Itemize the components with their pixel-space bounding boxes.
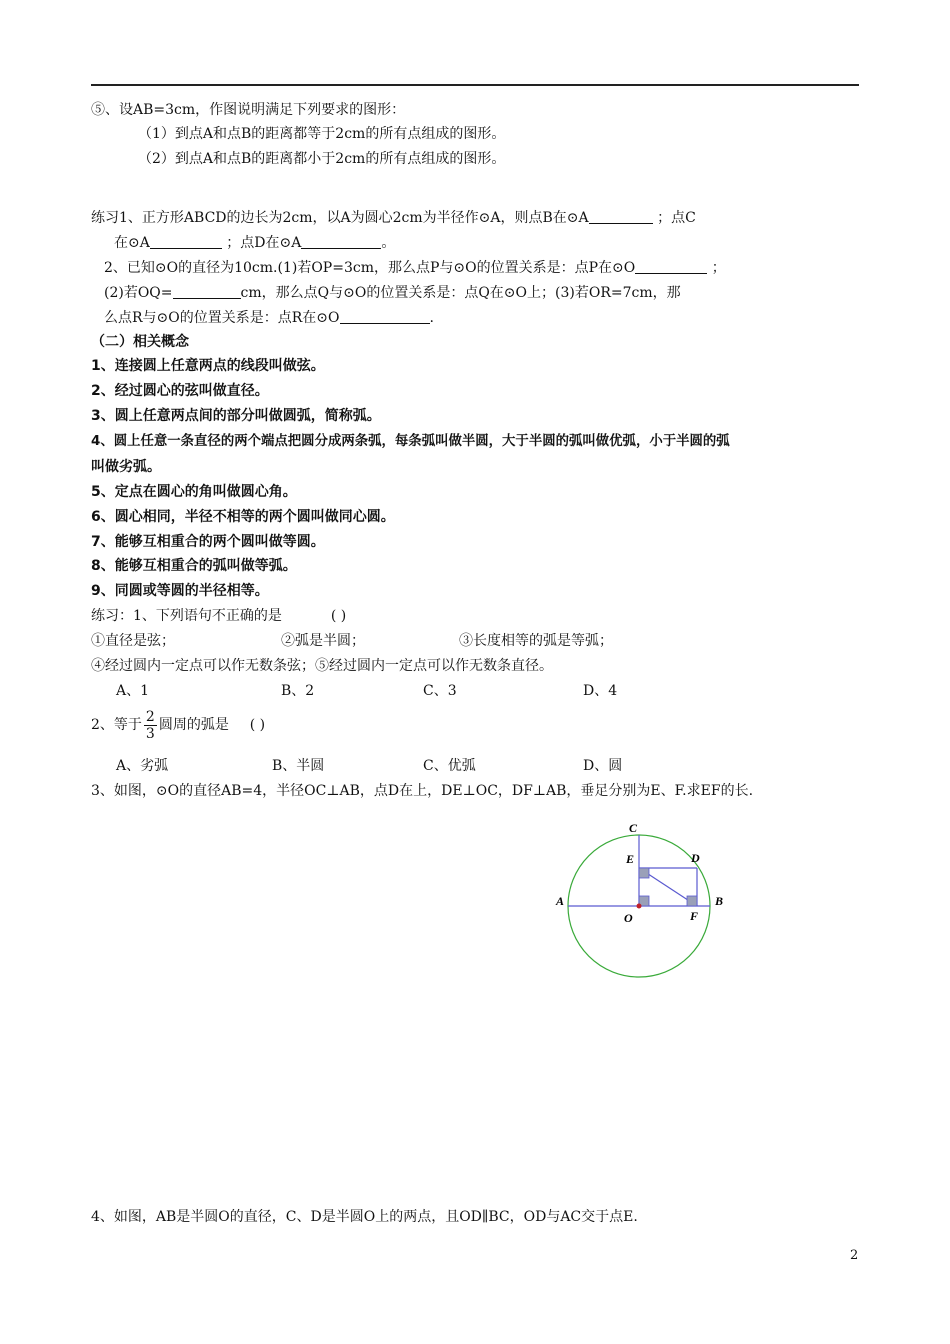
ex2-q2 xyxy=(91,706,265,744)
ex2-q4: 4、如图，AB是半圆O的直径，C、D是半圆O上的两点，且OD∥BC，OD与AC交于点E. xyxy=(91,1209,638,1225)
section5-line1: ⑤、设AB=3cm，作图说明满足下列要求的图形： xyxy=(91,102,406,118)
concept-item: 8、能够互相重合的弧叫做等弧。 xyxy=(91,558,297,574)
fraction-numerator: 2 xyxy=(145,708,155,725)
ex2-q3: 3、如图，⊙O的直径AB=4，半径OC⊥AB，点D在上，DE⊥OC，DF⊥AB，垂足分别为E、F.求EF的长. xyxy=(91,783,754,799)
answer-blank[interactable] xyxy=(635,259,707,274)
label-f: F xyxy=(690,909,699,923)
ex1-line1 xyxy=(91,208,696,228)
option-c[interactable]: C、优弧 xyxy=(423,758,476,774)
concepts-title: （二）相关概念 xyxy=(91,334,189,350)
ex1-text: 练习1、正方形ABCD的边长为2cm，以A为圆心2cm为半径作⊙A，则点B在⊙A xyxy=(91,210,589,226)
statement: ②弧是半圆； xyxy=(281,633,365,649)
section5-line3: （2）到点A和点B的距离都小于2cm的所有点组成的图形。 xyxy=(138,151,506,167)
label-b: B xyxy=(715,894,724,908)
option-c[interactable]: C、3 xyxy=(423,683,457,699)
fraction-denominator: 3 xyxy=(145,725,155,742)
option-a[interactable]: A、1 xyxy=(116,683,150,699)
ex1-line4 xyxy=(104,283,681,303)
statement: ④经过圆内一定点可以作无数条弦；⑤经过圆内一定点可以作无数条直径。 xyxy=(91,658,553,674)
ex1-text: (2)若OQ= xyxy=(104,285,173,301)
concept-item: 7、能够互相重合的两个圆叫做等圆。 xyxy=(91,534,325,550)
ex2-q1 xyxy=(91,606,346,626)
ex1-text: ； xyxy=(711,260,726,276)
ex2-statements xyxy=(91,631,613,651)
concept-item: 5、定点在圆心的角叫做圆心角。 xyxy=(91,484,297,500)
concept-item: 9、同圆或等圆的半径相等。 xyxy=(91,583,269,599)
ex1-text: cm，那么点Q与⊙O的位置关系是：点Q在⊙O上；(3)若OR=7cm，那 xyxy=(240,285,681,301)
ex1-text: 么点R与⊙O的位置关系是：点R在⊙O xyxy=(104,310,340,326)
option-a[interactable]: A、劣弧 xyxy=(116,758,169,774)
concept-item: 1、连接圆上任意两点的线段叫做弦。 xyxy=(91,358,325,374)
page-number: 2 xyxy=(850,1248,859,1263)
q2-options xyxy=(116,756,622,776)
answer-blank[interactable] xyxy=(589,209,653,224)
label-o: O xyxy=(624,911,633,925)
answer-paren[interactable]: ( ) xyxy=(249,717,266,733)
right-angle-mark-e xyxy=(639,868,649,878)
ex1-line2 xyxy=(114,233,395,253)
fraction xyxy=(144,709,157,742)
answer-blank[interactable] xyxy=(340,309,430,324)
answer-blank[interactable] xyxy=(150,234,222,249)
ex1-line3 xyxy=(104,258,726,278)
label-e: E xyxy=(626,852,635,866)
center-point-o xyxy=(637,904,642,909)
concept-item: 4、圆上任意一条直径的两个端点把圆分成两条弧，每条弧叫做半圆，大于半圆的弧叫做优弧，小于半圆的弧 xyxy=(91,434,730,449)
concept-item: 叫做劣弧。 xyxy=(91,459,161,475)
concept-item: 6、圆心相同，半径不相等的两个圆叫做同心圆。 xyxy=(91,509,395,525)
ex1-text: ；点D在⊙A xyxy=(226,235,302,251)
right-angle-mark-f xyxy=(687,896,697,906)
ex1-text: . xyxy=(429,310,434,326)
label-d: D xyxy=(691,851,700,865)
ex1-text: 2、已知⊙O的直径为10cm.(1)若OP=3cm，那么点P与⊙O的位置关系是：点P在⊙O xyxy=(104,260,636,276)
circle-diagram xyxy=(550,818,740,983)
answer-blank[interactable] xyxy=(173,284,241,299)
option-d[interactable]: D、4 xyxy=(583,683,618,699)
question-text: 圆周的弧是 xyxy=(158,717,229,733)
section5-line2: （1）到点A和点B的距离都等于2cm的所有点组成的图形。 xyxy=(138,126,506,142)
option-b[interactable]: B、2 xyxy=(281,683,315,699)
answer-paren[interactable]: ( ) xyxy=(330,608,347,624)
answer-blank[interactable] xyxy=(301,234,381,249)
label-a: A xyxy=(556,894,565,908)
concept-item: 2、经过圆心的弦叫做直径。 xyxy=(91,383,269,399)
statement: ①直径是弦； xyxy=(91,633,175,649)
statement: ③长度相等的弧是等弧； xyxy=(459,633,613,649)
q1-options xyxy=(116,681,617,701)
question-text: 练习：1、下列语句不正确的是 xyxy=(91,608,282,624)
header-rule xyxy=(91,84,859,86)
option-b[interactable]: B、半圆 xyxy=(272,758,325,774)
concept-item: 3、圆上任意两点间的部分叫做圆弧，简称弧。 xyxy=(91,408,381,424)
label-c: C xyxy=(629,821,638,835)
ex1-text: 。 xyxy=(381,235,396,251)
ex1-text: ；点C xyxy=(657,210,696,226)
question-text: 2、等于 xyxy=(91,717,142,733)
ex1-text: 在⊙A xyxy=(114,235,150,251)
ex1-line5 xyxy=(104,308,434,328)
option-d[interactable]: D、圆 xyxy=(583,758,623,774)
